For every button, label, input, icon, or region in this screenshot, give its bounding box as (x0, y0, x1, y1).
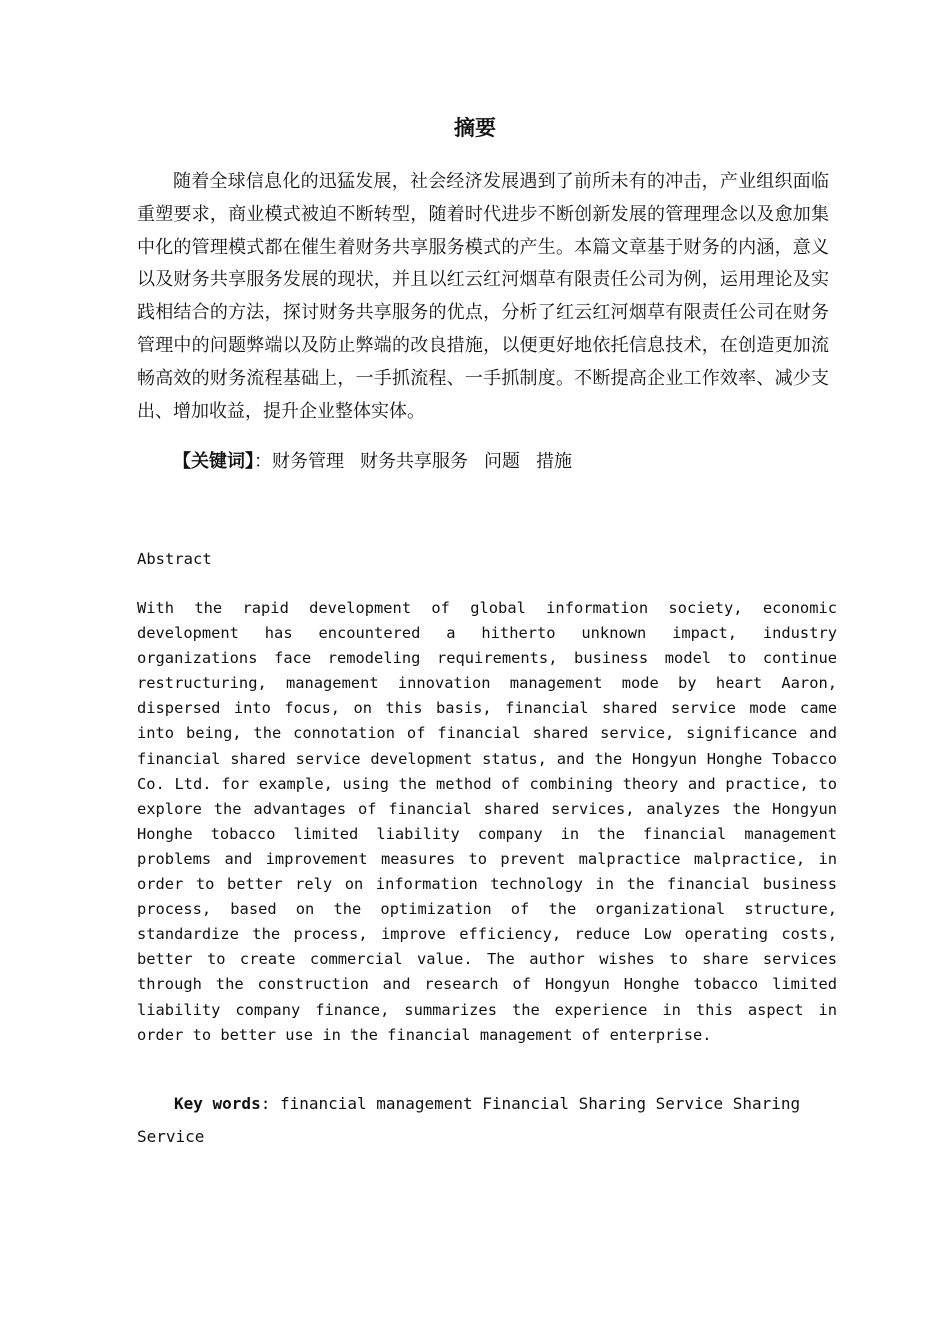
chinese-abstract-body: 随着全球信息化的迅猛发展，社会经济发展遇到了前所未有的冲击，产业组织面临重塑要求，商业模式被迫不断转型，随着时代进步不断创新发展的管理理念以及愈加集中化的管理模式都在催生着财务共享服务模式的产生。本篇文章基于财务的内涵，意义以及财务共享服务发展的现状，并且以红云红河烟草有限责任公司为例，运用理论及实践相结合的方法，探讨财务共享服务的优点，分析了红云红河烟草有限责任公司在财务管理中的问题弊端以及防止弊端的改良措施，以便更好地依托信息技术，在创造更加流畅高效的财务流程基础上，一手抓流程、一手抓制度。不断提高企业工作效率、减少支出、增加收益，提升企业整体实体。 (137, 171, 829, 422)
chinese-keywords-label: 【关键词】 (173, 451, 254, 472)
chinese-keyword: 问题 (484, 451, 520, 472)
english-keywords-line (137, 1088, 837, 1153)
chinese-keywords-line (173, 446, 588, 478)
english-abstract-title: Abstract (137, 550, 212, 568)
english-keywords-label: Key words (174, 1094, 261, 1113)
english-keywords-text: : financial management Financial Sharing Service Sharing Service (137, 1094, 801, 1146)
chinese-keyword: 财务管理 (272, 451, 344, 472)
chinese-keyword: 措施 (536, 451, 572, 472)
english-abstract-body: With the rapid development of global information society, economic development has encountered a hitherto unknown impact, industry organizations face remodeling requirements, business model to continue restructuring, management innovation management mode by heart Aaron, dispersed into focus, on this basis, financial shared service mode came into being, the connotation of financial shared service, significance and financial shared service development status, and the Hongyun Honghe Tobacco Co. Ltd. for example, using the method of combining theory and practice, to explore the advantages of financial shared services, analyzes the Hongyun Honghe tobacco limited liability company in the financial management problems and improvement measures to prevent malpractice malpractice, in order to better rely on information technology in the financial business process, based on the optimization of the organizational structure, standardize the process, improve efficiency, reduce Low operating costs, better to create commercial value. The author wishes to share services through the construction and research of Hongyun Honghe tobacco limited liability company finance, summarizes the experience in this aspect in order to better use in the financial management of enterprise. (137, 599, 837, 1044)
chinese-abstract-title: 摘要 (454, 116, 496, 140)
chinese-keyword: 财务共享服务 (360, 451, 468, 472)
chinese-keywords-colon: ： (254, 451, 272, 472)
